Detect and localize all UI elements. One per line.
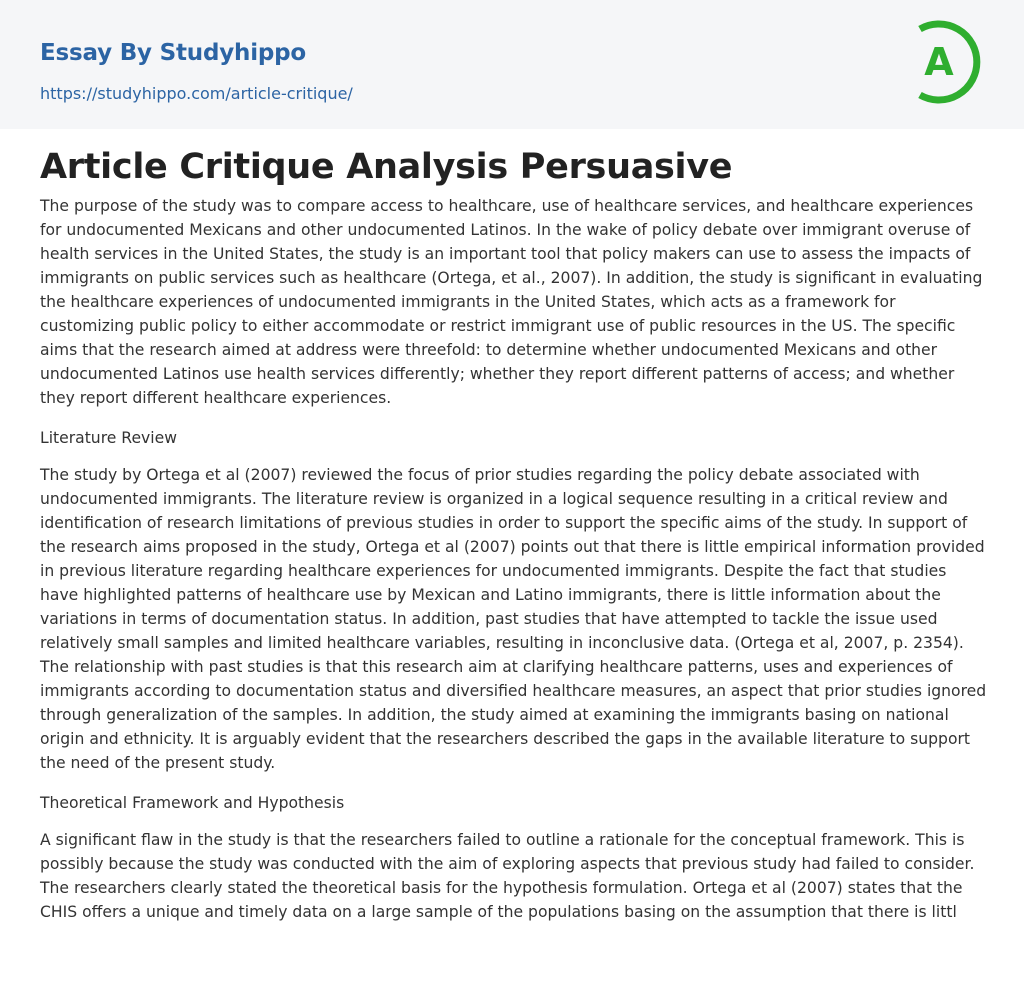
article-url-link[interactable]: https://studyhippo.com/article-critique/ — [40, 84, 353, 103]
section-heading-literature-review: Literature Review — [40, 429, 177, 447]
logo-letter: A — [924, 40, 954, 84]
literature-review-paragraph: The study by Ortega et al (2007) reviewed the focus of prior studies regarding the policy debate associated with undocumented immigrants. The literature review is organized in a logical sequence resulting in a critical review and identification of research limitations of previous studies in order to support the specific aims of the study. In support of the research aims proposed in the study, Ortega et al (2007) points out that there is little empirical information provided in previous literature regarding healthcare experiences for undocumented immigrants. Despite the fact that studies have highlighted patterns of healthcare use by Mexican and Latino immigrants, there is little information about the variations in terms of documentation status. In addition, past studies that have attempted to tackle the issue used relatively small samples and limited healthcare variables, resulting in inconclusive data. (Ortega et al, 2007, p. 2354). The relationship with past studies is that this research aim at clarifying healthcare patterns, uses and experiences of immigrants according to documentation status and diversified healthcare measures, an aspect that prior studies ignored through generalization of the samples. In addition, the study aimed at examining the immigrants basing on national origin and ethnicity. It is arguably evident that the researchers described the gaps in the available literature to support the need of the present study. — [40, 466, 987, 772]
page-title: Article Critique Analysis Persuasive — [40, 147, 733, 187]
article-body — [40, 194, 988, 940]
studyhippo-logo-icon[interactable] — [906, 17, 990, 107]
intro-paragraph: The purpose of the study was to compare access to healthcare, use of healthcare services, and healthcare experiences for undocumented Mexicans and other undocumented Latinos. In the wake of policy debate over immigrant overuse of health services in the United States, the study is an important tool that policy makers can use to assess the impacts of immigrants on public services such as healthcare (Ortega, et al., 2007). In addition, the study is significant in evaluating the healthcare experiences of undocumented immigrants in the United States, which acts as a framework for customizing public policy to either accommodate or restrict immigrant use of public resources in the US. The specific aims that the research aimed at address were threefold: to determine whether undocumented Mexicans and other undocumented Latinos use health services differently; whether they report different patterns of access; and whether they report different healthcare experiences. — [40, 197, 983, 407]
site-header — [0, 0, 1024, 129]
theoretical-framework-paragraph: A significant flaw in the study is that the researchers failed to outline a rationale for the conceptual framework. This is possibly because the study was conducted with the aim of exploring aspects that previous study had failed to consider. The researchers clearly stated the theoretical basis for the hypothesis formulation. Ortega et al (2007) states that the CHIS offers a unique and timely data on a large sample of the populations basing on the assumption that there is littl — [40, 831, 975, 921]
section-heading-theoretical-framework: Theoretical Framework and Hypothesis — [40, 794, 345, 812]
brand-title[interactable]: Essay By Studyhippo — [40, 40, 307, 66]
